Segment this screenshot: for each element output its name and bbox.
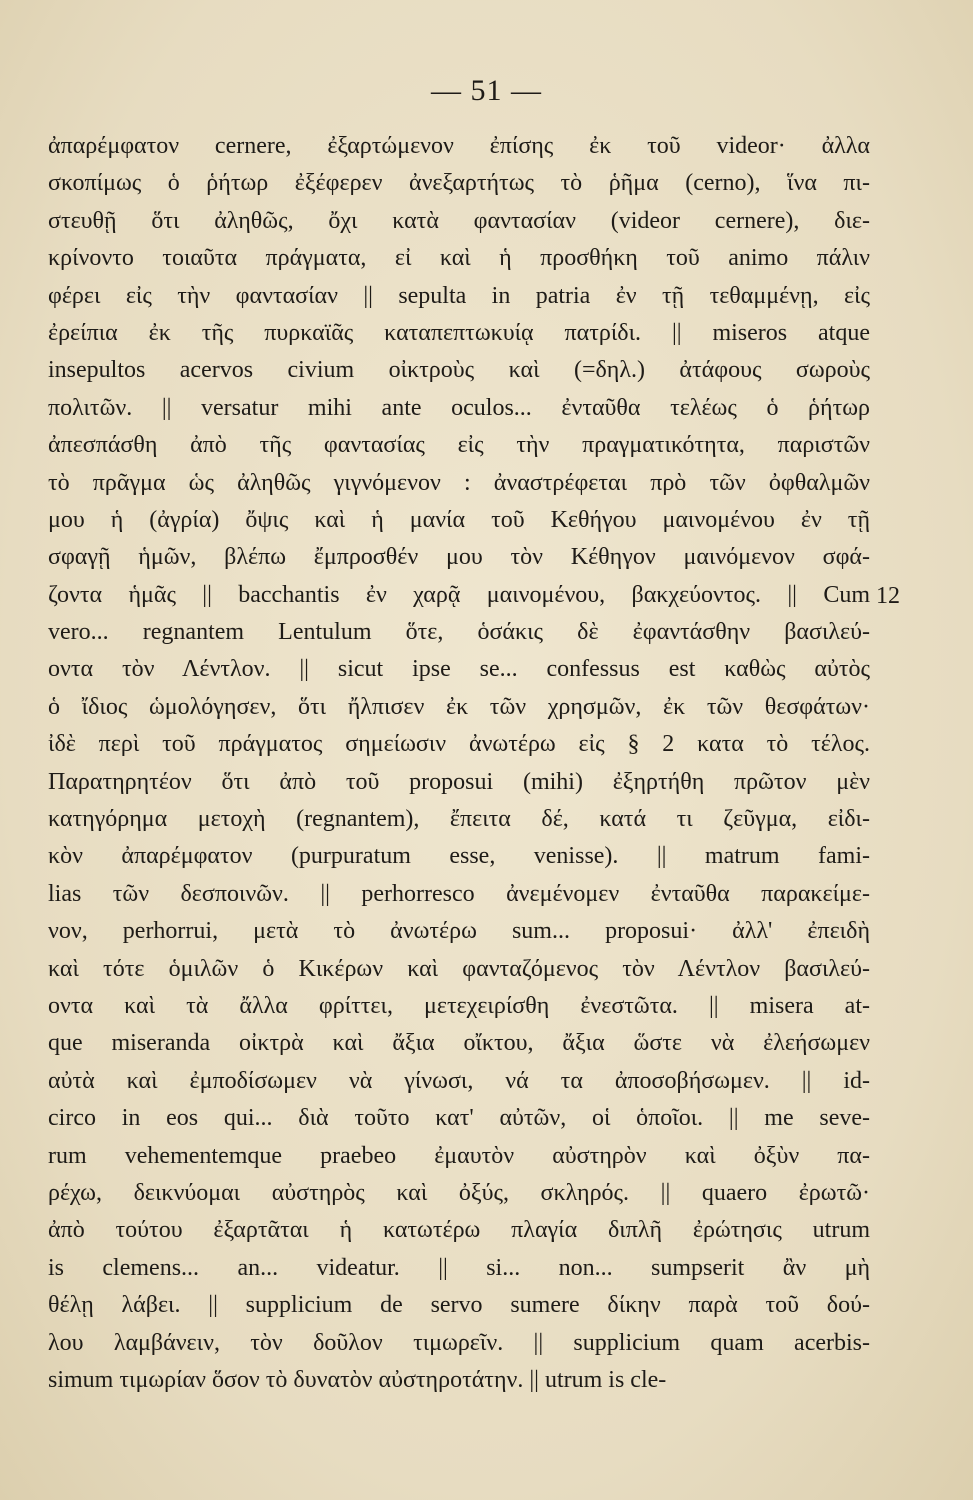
text-line: insepultos acervos civium οἰκτροὺς καὶ (=δηλ.) ἀτάφους σωροὺς [48,357,870,384]
text-line: νον, perhorrui, μετὰ τὸ ἀνωτέρω sum... proposui· ἀλλ' ἐπειδὴ [48,918,870,945]
text-line: πολιτῶν. || versatur mihi ante oculos... ἐνταῦθα τελέως ὁ ῥήτωρ [48,394,870,421]
text-line: κὸν ἀπαρέμφατον (purpuratum esse, venisse). || matrum fami- [48,843,870,870]
text-line: rum vehementemque praebeo ἐμαυτὸν αὐστηρὸν καὶ ὀξὺν πα- [48,1142,870,1169]
text-line: ἀπαρέμφατον cernere, ἐξαρτώμενον ἐπίσης ἐκ τοῦ videor· ἀλλα [48,133,870,159]
text-line: vero... regnantem Lentulum ὅτε, ὁσάκις δὲ ἐφαντάσθην βασιλεύ- [48,619,870,646]
text-line: κρίνοντο τοιαῦτα πράγματα, εἰ καὶ ἡ προσθήκη τοῦ animo πάλιν [48,245,870,272]
text-line: οντα καὶ τὰ ἄλλα φρίττει, μετεχειρίσθη ἐνεστῶτα. || misera at- [48,992,870,1019]
text-line: is clemens... an... videatur. || si... non... sumpserit ἂν μὴ [48,1254,870,1281]
text-line: οντα τὸν Λέντλον. || sicut ipse se... confessus est καθὼς αὐτὸς [48,656,870,683]
text-line: κατηγόρημα μετοχὴ (regnantem), ἔπειτα δέ, κατά τι ζεῦγμα, εἰδι- [48,806,870,833]
text-line: ἐρείπια ἐκ τῆς πυρκαϊᾶς καταπεπτωκυίᾳ πατρίδι. || miseros atque [48,319,870,346]
text-line: simum τιμωρίαν ὅσον τὸ δυνατὸν αὐστηροτάτην. || utrum is cle- [48,1366,667,1393]
text-line: ρέχω, δεικνύομαι αὐστηρὸς καὶ ὀξύς, σκληρός. || quaero ἐρωτῶ· [48,1179,870,1206]
text-line: circo in eos qui... διὰ τοῦτο κατ' αὐτῶν, οἱ ὁποῖοι. || me seve- [48,1105,870,1132]
margin-line-number: 12 [876,583,900,609]
text-line: σφαγῇ ἡμῶν, βλέπω ἔμπροσθέν μου τὸν Κέθηγον μαινόμενον σφά- [48,544,870,571]
text-line: θέλῃ λάβει. || supplicium de servo sumere δίκην παρὰ τοῦ δού- [48,1292,870,1319]
text-line: que miseranda οἰκτρὰ καὶ ἄξια οἴκτου, ἄξια ὥστε νὰ ἐλεήσωμεν [48,1030,870,1057]
text-line: σκοπίμως ὁ ῥήτωρ ἐξέφερεν ἀνεξαρτήτως τὸ ῥῆμα (cerno), ἵνα πι- [48,170,870,197]
text-body [48,128,870,1399]
text-line: Παρατηρητέον ὅτι ἀπὸ τοῦ proposui (mihi) ἐξηρτήθη πρῶτον μὲν [48,768,870,795]
text-line: ὁ ἴδιος ὡμολόγησεν, ὅτι ἤλπισεν ἐκ τῶν χρησμῶν, ἐκ τῶν θεσφάτων· [48,693,870,720]
text-line: καὶ τότε ὁμιλῶν ὁ Κικέρων καὶ φανταζόμενος τὸν Λέντλον βασιλεύ- [48,955,870,982]
page-number: — 51 — [431,74,542,107]
text-line: ἀπεσπάσθη ἀπὸ τῆς φαντασίας εἰς τὴν πραγματικότητα, παριστῶν [48,432,870,459]
text-line: lias τῶν δεσποινῶν. || perhorresco ἀνεμένομεν ἐνταῦθα παρακείμε- [48,880,870,907]
text-line: λου λαμβάνειν, τὸν δοῦλον τιμωρεῖν. || supplicium quam acerbis- [48,1329,870,1356]
text-line: αὐτὰ καὶ ἐμποδίσωμεν νὰ γίνωσι, νά τα ἀποσοβήσωμεν. || id- [48,1067,870,1094]
text-line: μου ἡ (ἀγρία) ὄψις καὶ ἡ μανία τοῦ Κεθήγου μαινομένου ἐν τῇ [48,506,870,533]
text-line: ἀπὸ τούτου ἐξαρτᾶται ἡ κατωτέρω πλαγία διπλῆ ἐρώτησις utrum [48,1217,870,1244]
text-line: τὸ πρᾶγμα ὡς ἀληθῶς γιγνόμενον : ἀναστρέφεται πρὸ τῶν ὀφθαλμῶν [48,469,870,496]
text-line: στευθῇ ὅτι ἀληθῶς, ὄχι κατὰ φαντασίαν (videor cernere), διε- [48,207,870,234]
text-line: φέρει εἰς τὴν φαντασίαν || sepulta in patria ἐν τῇ τεθαμμένῃ, εἰς [48,282,870,309]
text-line: ζοντα ἡμᾶς || bacchantis ἐν χαρᾷ μαινομένου, βακχεύοντος. || Cum [48,581,870,608]
text-line: ἰδὲ περὶ τοῦ πράγματος σημείωσιν ἀνωτέρω εἰς § 2 κατα τὸ τέλος. [48,731,870,758]
